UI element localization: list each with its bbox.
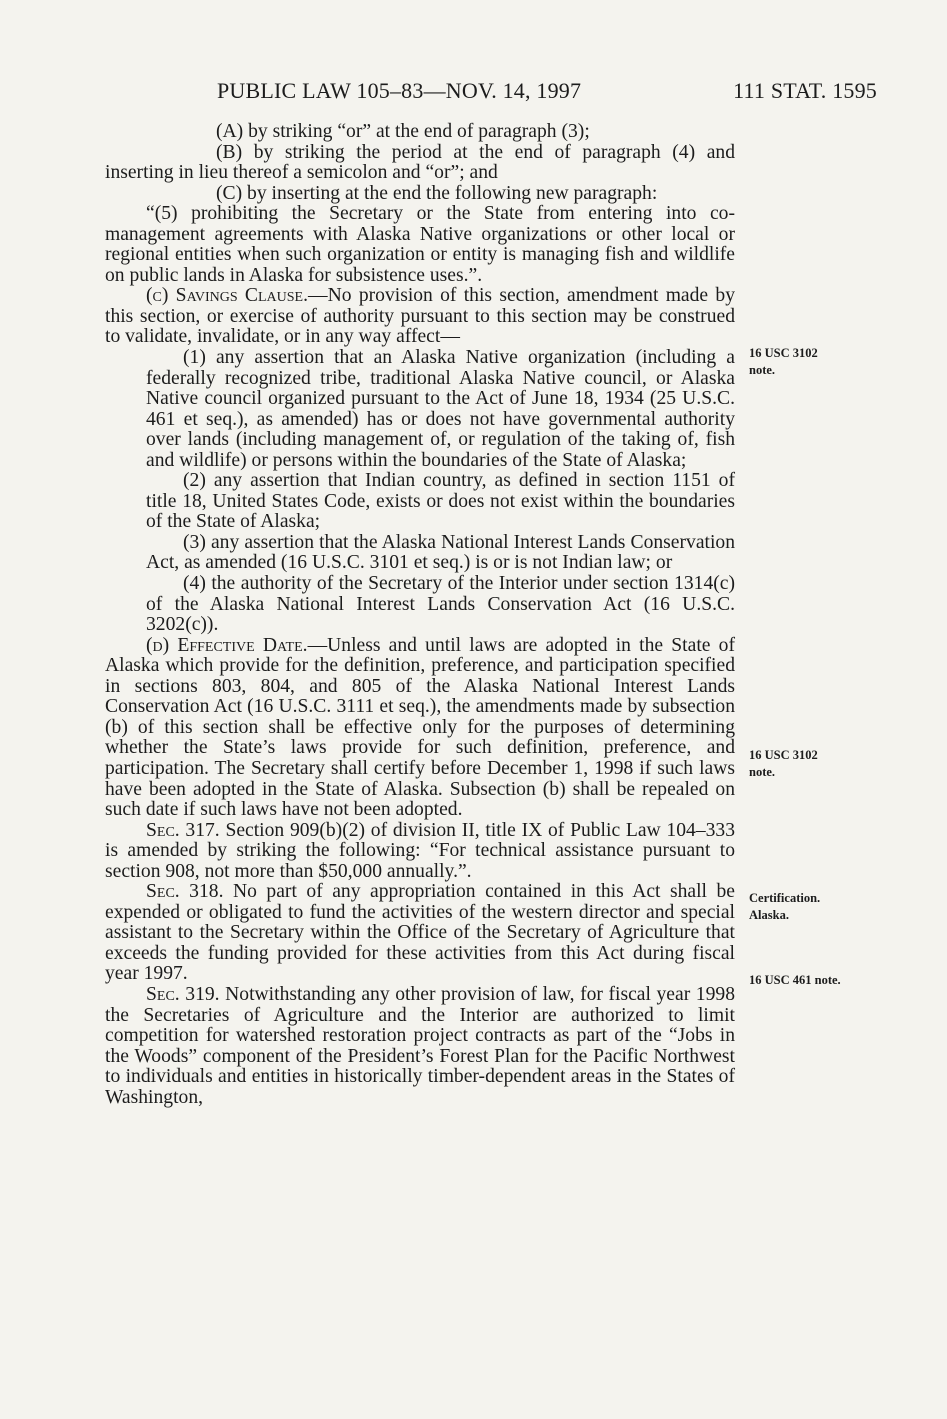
- margin-note-line: 16 USC 3102: [749, 748, 818, 762]
- margin-note-line: 16 USC 3102: [749, 346, 818, 360]
- effective-date-text: —Unless and until laws are adopted in the State of Alaska which provide for the definition, preference, and participation specified in sections 803, 804, and 805 of the Alaska National Interest Lands Conservation Act (16 U.S.C. 3111 et seq.), the amendments made by subsection (b) of this section shall be effective only for the purposes of determining whether the State’s laws provide for such definition, preference, and participation. The Secretary shall certify before December 1, 1998 if such laws have been adopted in the State of Alaska. Subsection (b) shall be repealed on such date if such laws have not been adopted.: [105, 634, 735, 821]
- savings-item-1: (1) any assertion that an Alaska Native organization (including a federally recognized tribe, traditional Alaska Native council, or Alaska Native council organized pursuant to the Act of June 18, 1934 (25 U.S.C. 461 et seq.), as amended) has or does not have governmental authority over lands (including management of, or regulation of the taking of, fish and wildlife) or persons within the boundaries of the State of Alaska;: [146, 347, 735, 471]
- clause-b: (B) by striking the period at the end of paragraph (4) and inserting in lieu thereof a semicolon and “or”; and: [105, 141, 735, 184]
- effective-date: [105, 636, 735, 821]
- margin-note-line: Alaska.: [749, 908, 789, 922]
- savings-clause-text: —No provision of this section, amendment made by this section, or exercise of authority pursuant to this section may be construed to validate, invalidate, or in any way affect—: [105, 285, 736, 348]
- page-body: [105, 122, 735, 1108]
- section-317-text: Section 909(b)(2) of division II, title IX of Public Law 104–333 is amended by striking the following: “For technical assistance pursuant to section 908, not more than $50,000 annually.”.: [105, 819, 736, 882]
- margin-note-certification: [749, 890, 939, 924]
- section-319: [105, 985, 735, 1108]
- running-header: [217, 78, 877, 108]
- effective-date-heading: (d) Effective Date.: [146, 634, 308, 656]
- savings-clause: [105, 286, 735, 348]
- statute-page: 111 STAT. 1595: [733, 78, 877, 103]
- clause-c: (C) by inserting at the end the following new paragraph:: [216, 182, 658, 204]
- clause-a: (A) by striking “or” at the end of paragraph (3);: [216, 121, 590, 142]
- section-318: [105, 882, 735, 985]
- savings-item-2: (2) any assertion that Indian country, as defined in section 1151 of title 18, United States Code, exists or does not exist within the boundaries of the State of Alaska;: [146, 470, 735, 533]
- margin-note-effective: [749, 747, 939, 781]
- margin-note-savings: [749, 345, 939, 379]
- margin-note-sec317: [749, 972, 939, 989]
- section-319-text: Notwithstanding any other provision of law, for fiscal year 1998 the Secretaries of Agriculture and the Interior are authorized to limit competition for watershed restoration project contracts as part of the “Jobs in the Woods” component of the President’s Forest Plan for the Pacific Northwest to individuals and entities in historically timber-dependent areas in the States of Washington,: [105, 983, 735, 1108]
- margin-note-line: note.: [749, 765, 776, 779]
- section-319-heading: Sec. 319.: [146, 983, 220, 1005]
- savings-item-3: (3) any assertion that the Alaska National Interest Lands Conservation Act, as amended (16 U.S.C. 3101 et seq.) is or is not Indian law; or: [146, 531, 735, 574]
- section-317: [105, 821, 735, 883]
- section-317-heading: Sec. 317.: [146, 819, 220, 841]
- margin-note-line: 16 USC 461 note.: [749, 973, 841, 987]
- section-318-heading: Sec. 318.: [146, 881, 224, 903]
- savings-clause-heading: (c) Savings Clause.: [146, 285, 309, 307]
- new-paragraph-5: “(5) prohibiting the Secretary or the State from entering into co-management agreements with Alaska Native organizations or other local or regional entities when such organization or entity is managing fish and wildlife on public lands in Alaska for subsistence uses.”.: [105, 203, 735, 286]
- law-title: PUBLIC LAW 105–83—NOV. 14, 1997: [217, 78, 582, 103]
- savings-item-4: (4) the authority of the Secretary of the Interior under section 1314(c) of the Alaska National Interest Lands Conservation Act (16 U.S.C. 3202(c)).: [146, 573, 735, 636]
- section-318-text: No part of any appropriation contained in this Act shall be expended or obligated to fund the activities of the western director and special assistant to the Secretary within the Office of the Secretary of Agriculture that exceeds the funding provided for these activities from this Act during fiscal year 1997.: [105, 881, 735, 985]
- margin-note-line: Certification.: [749, 891, 821, 905]
- margin-note-line: note.: [749, 363, 776, 377]
